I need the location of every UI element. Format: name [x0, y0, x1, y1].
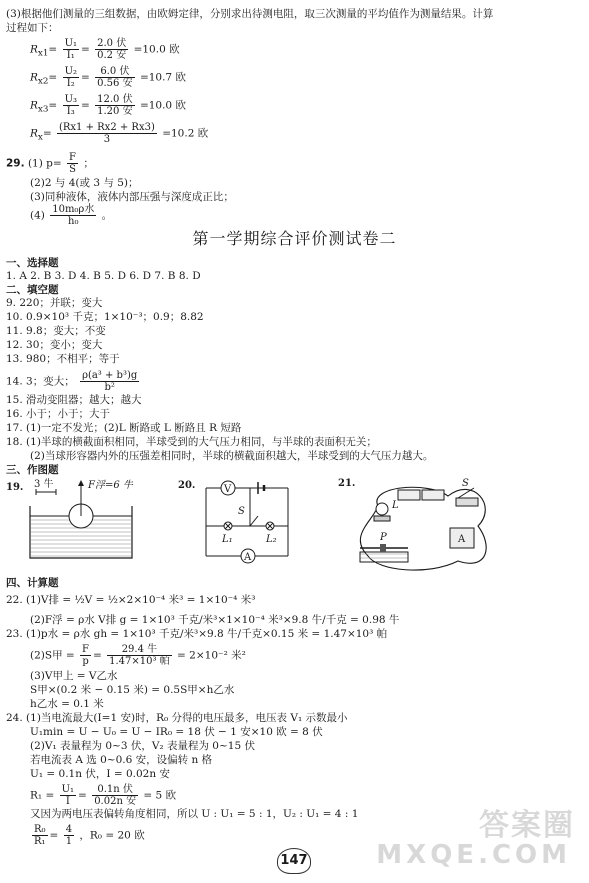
formula-rx3: $R_{x3}=$ $\frac{\text{U₃}}{\text{I₃}}$ = $\frac{\text{12.0 伏}}{\text{1.20 安}}$ =10.0 欧 [30, 94, 186, 117]
paragraph-3-line-1: (3)根据他们测量的三组数据，由欧姆定律，分别求出待测电阻，取三次测量的平均值作为测量结果。计算 [6, 8, 494, 20]
q21-switch [456, 498, 478, 506]
q21-battery-2 [422, 490, 444, 500]
answer-q24-line7: 又因为两电压表偏转角度相同，所以 U : U₁ = 5 : 1，U₂ : U₁ = 4 : 1 [30, 808, 359, 820]
q20-ammeter-label: A [244, 552, 252, 563]
answer-q22-part1: 22. (1)V排 = ½V = ½×2×10⁻⁴ 米³ = 1×10⁻⁴ 米³ [6, 594, 256, 606]
answer-q15: 15. 滑动变阻器；越大；越大 [6, 394, 142, 406]
q21-slider-label: P [380, 532, 387, 543]
q21-rheostat [360, 552, 408, 562]
answer-q10: 10. 0.9×10³ 千克；1×10⁻³；0.9；8.82 [6, 311, 204, 323]
answer-q17: 17. (1)一定不发光；(2)L 断路或 L 断路且 R 短路 [6, 422, 242, 434]
page-title: 第一学期综合评价测试卷二 [192, 229, 397, 248]
section-heading-fill: 二、填空题 [6, 284, 59, 296]
answer-q18-part1: 18. (1)半球的横截面积相同，半球受到的大气压力相同，与半球的表面积无关； [6, 436, 377, 448]
answer-q11: 11. 9.8；变大；不变 [6, 325, 106, 337]
q20-l1-label: L₁ [222, 534, 233, 545]
choice-answers: 1. A 2. B 3. D 4. B 5. D 6. D 7. B 8. D [6, 270, 201, 282]
page-number: 147 [277, 848, 311, 874]
q20-label: 20. [178, 480, 196, 491]
section-heading-choice: 一、选择题 [6, 257, 59, 269]
paragraph-3-line-2: 过程如下： [6, 22, 59, 34]
answer-q24-line8: $\frac{\text{R₀}}{\text{R₁}}$ = $\frac{4}{1}$ ，R₀ = 20 欧 [34, 824, 145, 847]
q29-part4: (4) $\frac{\text{10m₀ρ水}}{\text{h₀}}$ 。 [30, 204, 113, 227]
q21-battery-1 [398, 490, 420, 500]
answer-q24-line5: U₁ = 0.1n 伏，I = 0.02n 安 [30, 768, 170, 780]
answer-q24-line4: 若电流表 A 选 0~0.6 安，设偏转 n 格 [30, 754, 213, 766]
answer-q24-part1: 24. (1)当电流最大(I=1 安)时，R₀ 分得的电压最多，电压表 V₁ 示数最小 [6, 712, 348, 724]
answer-q18-part2: (2)当球形容器内外的压强差相同时，半球的横截面积越大，半球受到的大气压力越大。 [30, 450, 434, 462]
answer-q23-part2: (2)S甲 = $\frac{F}{p}$ = $\frac{\text{29.4 牛}}{\text{1.47×10³ 帕}}$ = 2×10⁻² 米² [30, 644, 246, 667]
answer-q24-line6: R₁ = $\frac{\text{U₁}}{I}$ = $\frac{\text{0.1n 伏}}{\text{0.02n 安}}$ = 5 欧 [30, 784, 177, 807]
answer-q23-line4: S甲×(0.2 米 − 0.15 米) = 0.5S甲×h乙水 [30, 684, 235, 696]
answer-q23-part3: (3)V甲上 = V乙水 [30, 670, 118, 682]
answer-q22-part2: (2)F浮 = ρ水 V排 g = 1×10³ 千克/米³×1×10⁻⁴ 米³×9.8 牛/千克 = 0.98 牛 [30, 614, 400, 626]
q20-circuit-diagram [178, 478, 303, 568]
q21-physical-circuit [338, 476, 498, 581]
answer-q14: 14. 3；变大； $\frac{\text{ρ(a³ + b³)g}}{\text{b²}}$ [6, 370, 138, 393]
formula-rx1: $R_{x1}=$ $\frac{\text{U₁}}{\text{I₁}}$ = $\frac{\text{2.0 伏}}{\text{0.2 安}}$ =10.0 欧 [30, 38, 180, 61]
q21-switch-label: S [462, 478, 469, 489]
q20-l2-label: L₂ [266, 534, 277, 545]
q21-lamp-label: L [392, 500, 399, 511]
q21-label: 21. [338, 478, 356, 489]
answer-q23-line5: h乙水 = 0.1 米 [30, 698, 104, 710]
answer-q24-part2: (2)V₁ 表量程为 0~3 伏，V₂ 表量程为 0~15 伏 [30, 740, 255, 752]
q29-part3: (3)同种液体，液体内部压强与深度成正比； [30, 191, 234, 203]
svg-text:A: A [458, 534, 466, 545]
q20-voltmeter-label: V [224, 484, 232, 495]
answer-q23-part1: 23. (1)p水 = ρ水 gh = 1×10³ 千克/米³×9.8 牛/千克×0.15 米 = 1.47×10³ 帕 [6, 628, 388, 640]
q29-part2: (2)2 与 4(或 3 与 5)； [30, 177, 139, 189]
q21-lamp [376, 503, 388, 515]
formula-rx2: $R_{x2}=$ $\frac{\text{U₂}}{\text{I₂}}$ = $\frac{\text{6.0 伏}}{\text{0.56 安}}$ =10.7 欧 [30, 66, 186, 89]
section-heading-drawing: 三、作图题 [6, 464, 59, 476]
section-heading-calc: 四、计算题 [6, 577, 59, 589]
answer-q13: 13. 980；不相平；等于 [6, 353, 120, 365]
answer-q12: 12. 30；变小；变大 [6, 339, 103, 351]
q19-buoyancy-diagram [6, 478, 156, 564]
q19-scale-label: 3 牛 [34, 479, 54, 490]
watermark-url: MXQE.COM [376, 840, 571, 870]
q20-switch-label: S [238, 506, 245, 517]
watermark-logo: 答案圈 [479, 808, 575, 843]
answer-q24-line2: U₁min = U − U₀ = U − IR₀ = 18 伏 − 1 安×10 欧 = 8 伏 [30, 726, 323, 738]
q19-label: 19. [6, 482, 24, 493]
q19-force-label: F浮=6 牛 [88, 480, 133, 491]
q29-part1: 29. (1) p= $\frac{F}{S}$ ； [6, 152, 94, 175]
answer-q9: 9. 220；并联；变大 [6, 297, 103, 309]
formula-rx-average: $R_x=$ $\frac{(Rx1 + Rx2 + Rx3)}{3}$ =10.2 欧 [30, 122, 209, 145]
answer-q16: 16. 小于；小于；大于 [6, 408, 111, 420]
